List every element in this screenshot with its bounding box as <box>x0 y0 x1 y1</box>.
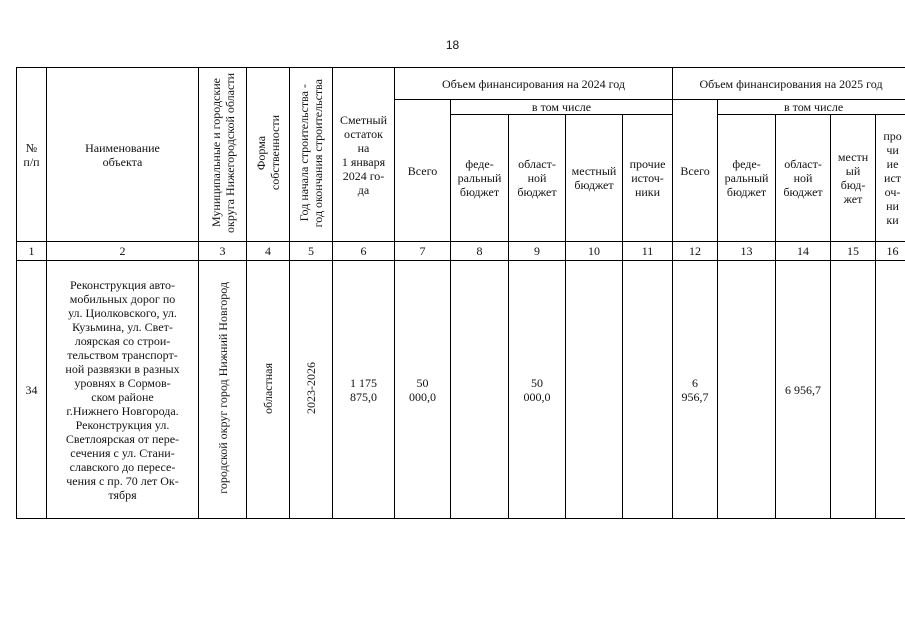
header-financing-2024: Объем финансирования на 2024 год <box>395 68 673 100</box>
column-number: 10 <box>566 242 623 261</box>
header-total-2025: Всего <box>673 100 718 242</box>
header-balance: Сметный остаток на 1 января 2024 го- да <box>333 68 395 242</box>
estimated-balance: 1 175 875,0 <box>333 261 395 519</box>
federal-2025 <box>718 261 776 519</box>
column-number: 9 <box>509 242 566 261</box>
total-2024: 50 000,0 <box>395 261 451 519</box>
column-number-row <box>17 242 905 261</box>
column-number: 8 <box>451 242 509 261</box>
row-number: 34 <box>17 261 47 519</box>
column-number: 6 <box>333 242 395 261</box>
header-federal-2025: феде- ральный бюджет <box>718 115 776 242</box>
column-number: 3 <box>199 242 247 261</box>
header-local-2025: местн ый бюд- жет <box>831 115 876 242</box>
local-2024 <box>566 261 623 519</box>
header-row-1 <box>17 68 905 100</box>
construction-years: 2023-2026 <box>290 261 333 519</box>
header-regional-2024: област- ной бюджет <box>509 115 566 242</box>
page-number: 18 <box>445 38 460 52</box>
table-row <box>17 261 905 519</box>
other-2024 <box>623 261 673 519</box>
column-number: 1 <box>17 242 47 261</box>
column-number: 2 <box>47 242 199 261</box>
municipality: городской округ город Нижний Новгород <box>199 261 247 519</box>
header-municipality: Муниципальные и городские округа Нижегородской области <box>199 68 247 242</box>
column-number: 4 <box>247 242 290 261</box>
total-2025: 6 956,7 <box>673 261 718 519</box>
header-num: № п/п <box>17 68 47 242</box>
column-number: 5 <box>290 242 333 261</box>
ownership: областная <box>247 261 290 519</box>
column-number: 11 <box>623 242 673 261</box>
other-2025 <box>876 261 905 519</box>
column-number: 16 <box>876 242 905 261</box>
header-other-2025: про чи ие ист оч- ни ки <box>876 115 905 242</box>
local-2025 <box>831 261 876 519</box>
regional-2025: 6 956,7 <box>776 261 831 519</box>
column-number: 15 <box>831 242 876 261</box>
header-ownership: Форма собственности <box>247 68 290 242</box>
header-years: Год начала строительства - год окончания строительства <box>290 68 333 242</box>
header-name: Наименование объекта <box>47 68 199 242</box>
column-number: 12 <box>673 242 718 261</box>
header-local-2024: местный бюджет <box>566 115 623 242</box>
header-total-2024: Всего <box>395 100 451 242</box>
column-number: 7 <box>395 242 451 261</box>
header-other-2024: прочие источ- ники <box>623 115 673 242</box>
financing-table <box>16 67 905 519</box>
object-name: Реконструкция авто- мобильных дорог по ул. Циолковского, ул. Кузьмина, ул. Свет- лоярская со строи- тельством транспорт- ной развязки в разных уровнях в Сормов- ском районе г.Нижнего Новгорода. Реконструкция ул. Светлоярская от пере- сечения с ул. Стани- славского до пересе- чения с пр. 70 лет Ок- тября <box>47 261 199 519</box>
header-federal-2024: феде- ральный бюджет <box>451 115 509 242</box>
header-including-2025: в том числе <box>718 100 905 115</box>
header-including-2024: в том числе <box>451 100 673 115</box>
column-number: 14 <box>776 242 831 261</box>
column-number: 13 <box>718 242 776 261</box>
federal-2024 <box>451 261 509 519</box>
regional-2024: 50 000,0 <box>509 261 566 519</box>
header-financing-2025: Объем финансирования на 2025 год <box>673 68 905 100</box>
header-regional-2025: област- ной бюджет <box>776 115 831 242</box>
